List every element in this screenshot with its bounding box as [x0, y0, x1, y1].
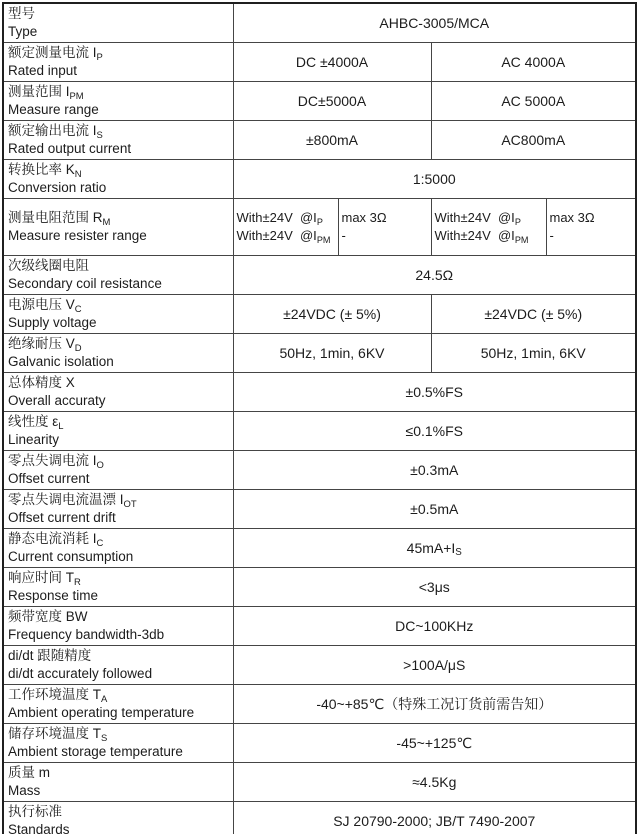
row-label-zh: 质量 m	[8, 765, 50, 780]
row-label-zh: 频带宽度 BW	[8, 609, 88, 624]
value-cell-type-0	[233, 3, 636, 43]
spec-row-response-time	[3, 568, 636, 607]
spec-table-body	[3, 3, 636, 834]
value-cell-measure-resister-range-1	[338, 199, 431, 256]
value-line: With±24V $@I_{PM}$	[434, 228, 529, 245]
value-line: max 3Ω	[341, 210, 387, 225]
row-label-zh: 总体精度 X	[8, 375, 75, 390]
value-cell-offset-current-0	[233, 451, 636, 490]
spec-row-frequency-bandwidth	[3, 607, 636, 646]
row-label-supply-voltage	[3, 295, 233, 334]
value-cell-rated-output-current-1	[431, 121, 636, 160]
subscript: A	[101, 693, 108, 705]
value-cell-secondary-coil-resistance-0	[233, 256, 636, 295]
spec-row-rated-output-current	[3, 121, 636, 160]
row-label-en: Measure range	[8, 102, 99, 117]
value-line: -45~+125℃	[396, 734, 473, 751]
subscript: C	[96, 537, 104, 549]
row-label-zh: 响应时间 $T_R$	[8, 570, 81, 588]
value-line: ≈4.5Kg	[412, 773, 457, 790]
row-label-ambient-operating-temperature	[3, 685, 233, 724]
value-line: ±800mA	[305, 131, 359, 148]
spec-row-mass	[3, 763, 636, 802]
row-label-overall-accuracy	[3, 373, 233, 412]
row-label-measure-resister-range	[3, 199, 233, 256]
spec-row-offset-current-drift	[3, 490, 636, 529]
value-cell-linearity-0	[233, 412, 636, 451]
value-line: AC 5000A	[501, 92, 566, 109]
value-cell-supply-voltage-0	[233, 295, 431, 334]
row-label-secondary-coil-resistance	[3, 256, 233, 295]
spec-row-current-consumption	[3, 529, 636, 568]
row-label-zh: 电源电压 $V_C$	[8, 297, 82, 315]
subscript: PM	[514, 234, 529, 245]
row-label-zh: 测量电阻范围 $R_M$	[8, 210, 111, 228]
value-cell-measure-range-1	[431, 82, 636, 121]
value-cell-response-time-0	[233, 568, 636, 607]
value-cell-offset-current-drift-0	[233, 490, 636, 529]
row-label-en: Supply voltage	[8, 315, 97, 330]
row-label-zh: 工作环境温度 $T_A$	[8, 687, 108, 705]
value-cell-measure-range-0	[233, 82, 431, 121]
value-line: 50Hz, 1min, 6KV	[480, 344, 586, 361]
row-label-en: Measure resister range	[8, 228, 147, 243]
spec-row-conversion-ratio	[3, 160, 636, 199]
spec-row-overall-accuracy	[3, 373, 636, 412]
spec-row-galvanic-isolation	[3, 334, 636, 373]
value-line: AC 4000A	[501, 53, 566, 70]
value-cell-ambient-operating-temperature-0	[233, 685, 636, 724]
row-label-zh: 绝缘耐压 $V_D$	[8, 336, 82, 354]
spec-row-supply-voltage	[3, 295, 636, 334]
spec-row-measure-range	[3, 82, 636, 121]
row-label-en: Secondary coil resistance	[8, 276, 162, 291]
value-cell-overall-accuracy-0	[233, 373, 636, 412]
row-label-zh: di/dt 跟随精度	[8, 648, 92, 663]
row-label-zh: 储存环境温度 $T_S$	[8, 726, 108, 744]
value-line: ±0.5%FS	[405, 383, 463, 400]
row-label-measure-range	[3, 82, 233, 121]
value-line: SJ 20790-2000; JB/T 7490-2007	[333, 812, 536, 829]
row-label-galvanic-isolation	[3, 334, 233, 373]
row-label-zh: 零点失调电流温漂 $I_{OT}$	[8, 492, 137, 510]
subscript: S	[101, 732, 108, 744]
row-label-zh: 执行标准	[8, 804, 62, 819]
value-line: DC±5000A	[297, 92, 367, 109]
value-cell-measure-resister-range-0	[233, 199, 338, 256]
row-label-zh: 静态电流消耗 $I_C$	[8, 531, 104, 549]
spec-row-ambient-operating-temperature	[3, 685, 636, 724]
row-label-rated-input	[3, 43, 233, 82]
row-label-en: Mass	[8, 783, 41, 798]
value-line: $45mA+I_S$	[406, 539, 462, 559]
value-line: With±24V $@I_{PM}$	[236, 228, 331, 245]
row-label-didt-accuracy	[3, 646, 233, 685]
value-cell-current-consumption-0	[233, 529, 636, 568]
row-label-zh: 型号	[8, 6, 35, 21]
row-label-en: Current consumption	[8, 549, 134, 564]
row-label-en: Frequency bandwidth-3db	[8, 627, 165, 642]
value-line: ±24VDC (± 5%)	[283, 305, 381, 322]
value-line: DC ±4000A	[295, 53, 369, 70]
subscript: PM	[69, 90, 84, 102]
value-line: With±24V $@I_P$	[236, 210, 323, 227]
spec-row-offset-current	[3, 451, 636, 490]
spec-row-secondary-coil-resistance	[3, 256, 636, 295]
spec-row-type	[3, 3, 636, 43]
value-line: 1:5000	[412, 170, 456, 187]
subscript: R	[74, 576, 81, 588]
value-cell-frequency-bandwidth-0	[233, 607, 636, 646]
value-cell-standards-0	[233, 802, 636, 834]
value-cell-measure-resister-range-2	[431, 199, 546, 256]
row-label-en: Offset current drift	[8, 510, 116, 525]
row-label-en: Response time	[8, 588, 99, 603]
row-label-en: Rated input	[8, 63, 78, 78]
row-label-en: Type	[8, 24, 38, 39]
spec-table	[2, 2, 637, 834]
spec-row-didt-accuracy	[3, 646, 636, 685]
value-cell-mass-0	[233, 763, 636, 802]
row-label-ambient-storage-temperature	[3, 724, 233, 763]
value-line: AHBC-3005/MCA	[379, 14, 490, 31]
row-label-en: Overall accuraty	[8, 393, 106, 408]
value-line: AC800mA	[501, 131, 566, 148]
row-label-zh: 线性度 $\varepsilon_L$	[8, 414, 64, 432]
row-label-en: Ambient operating temperature	[8, 705, 195, 720]
row-label-en: di/dt accurately followed	[8, 666, 153, 681]
value-cell-measure-resister-range-3	[546, 199, 636, 256]
row-label-en: Ambient storage temperature	[8, 744, 183, 759]
value-cell-rated-input-0	[233, 43, 431, 82]
value-cell-didt-accuracy-0	[233, 646, 636, 685]
value-line: max 3Ω	[549, 210, 595, 225]
subscript: P	[514, 216, 521, 227]
subscript: OT	[123, 498, 137, 510]
row-label-zh: 测量范围 $I_{PM}$	[8, 84, 84, 102]
row-label-standards	[3, 802, 233, 834]
subscript: M	[102, 216, 111, 228]
row-label-current-consumption	[3, 529, 233, 568]
spec-row-measure-resister-range	[3, 199, 636, 256]
subscript: P	[316, 216, 323, 227]
row-label-response-time	[3, 568, 233, 607]
row-label-offset-current-drift	[3, 490, 233, 529]
row-label-en: Conversion ratio	[8, 180, 107, 195]
value-line: ±24VDC (± 5%)	[484, 305, 583, 322]
value-line: 50Hz, 1min, 6KV	[279, 344, 385, 361]
row-label-en: Offset current	[8, 471, 90, 486]
row-label-zh: 次级线圈电阻	[8, 258, 89, 273]
value-line: -40~+85℃（特殊工况订货前需告知）	[316, 695, 553, 712]
value-line: -	[549, 228, 554, 243]
spec-row-linearity	[3, 412, 636, 451]
subscript: D	[74, 342, 82, 354]
subscript: S	[96, 129, 103, 141]
spec-row-rated-input	[3, 43, 636, 82]
row-label-zh: 零点失调电流 $I_O$	[8, 453, 104, 471]
row-label-en: Galvanic isolation	[8, 354, 114, 369]
row-label-type	[3, 3, 233, 43]
value-cell-supply-voltage-1	[431, 295, 636, 334]
row-label-en: Rated output current	[8, 141, 132, 156]
row-label-frequency-bandwidth	[3, 607, 233, 646]
subscript: P	[96, 51, 103, 63]
row-label-rated-output-current	[3, 121, 233, 160]
value-cell-galvanic-isolation-1	[431, 334, 636, 373]
value-line: -	[341, 228, 346, 243]
subscript: S	[455, 547, 462, 559]
row-label-offset-current	[3, 451, 233, 490]
value-line: DC~100KHz	[395, 617, 474, 634]
value-cell-ambient-storage-temperature-0	[233, 724, 636, 763]
spec-row-ambient-storage-temperature	[3, 724, 636, 763]
value-line: ±0.3mA	[410, 461, 459, 478]
value-cell-rated-input-1	[431, 43, 636, 82]
subscript: PM	[316, 234, 331, 245]
row-label-en: Linearity	[8, 432, 60, 447]
value-cell-galvanic-isolation-0	[233, 334, 431, 373]
subscript: N	[74, 168, 82, 180]
value-line: With±24V $@I_P$	[434, 210, 521, 227]
value-line: <3μs	[418, 578, 450, 595]
row-label-conversion-ratio	[3, 160, 233, 199]
value-line: ±0.5mA	[410, 500, 459, 517]
subscript: C	[74, 303, 82, 315]
row-label-linearity	[3, 412, 233, 451]
value-cell-conversion-ratio-0	[233, 160, 636, 199]
row-label-en: Standards	[8, 822, 70, 834]
row-label-zh: 转换比率 $K_N$	[8, 162, 82, 180]
spec-row-standards	[3, 802, 636, 834]
row-label-mass	[3, 763, 233, 802]
row-label-zh: 额定测量电流 $I_P$	[8, 45, 103, 63]
value-line: 24.5Ω	[415, 266, 454, 283]
subscript: O	[96, 459, 104, 471]
row-label-zh: 额定输出电流 $I_S$	[8, 123, 103, 141]
value-line: >100A/μS	[403, 656, 466, 673]
value-line: ≤0.1%FS	[405, 422, 463, 439]
value-cell-rated-output-current-0	[233, 121, 431, 160]
subscript: L	[58, 420, 64, 432]
